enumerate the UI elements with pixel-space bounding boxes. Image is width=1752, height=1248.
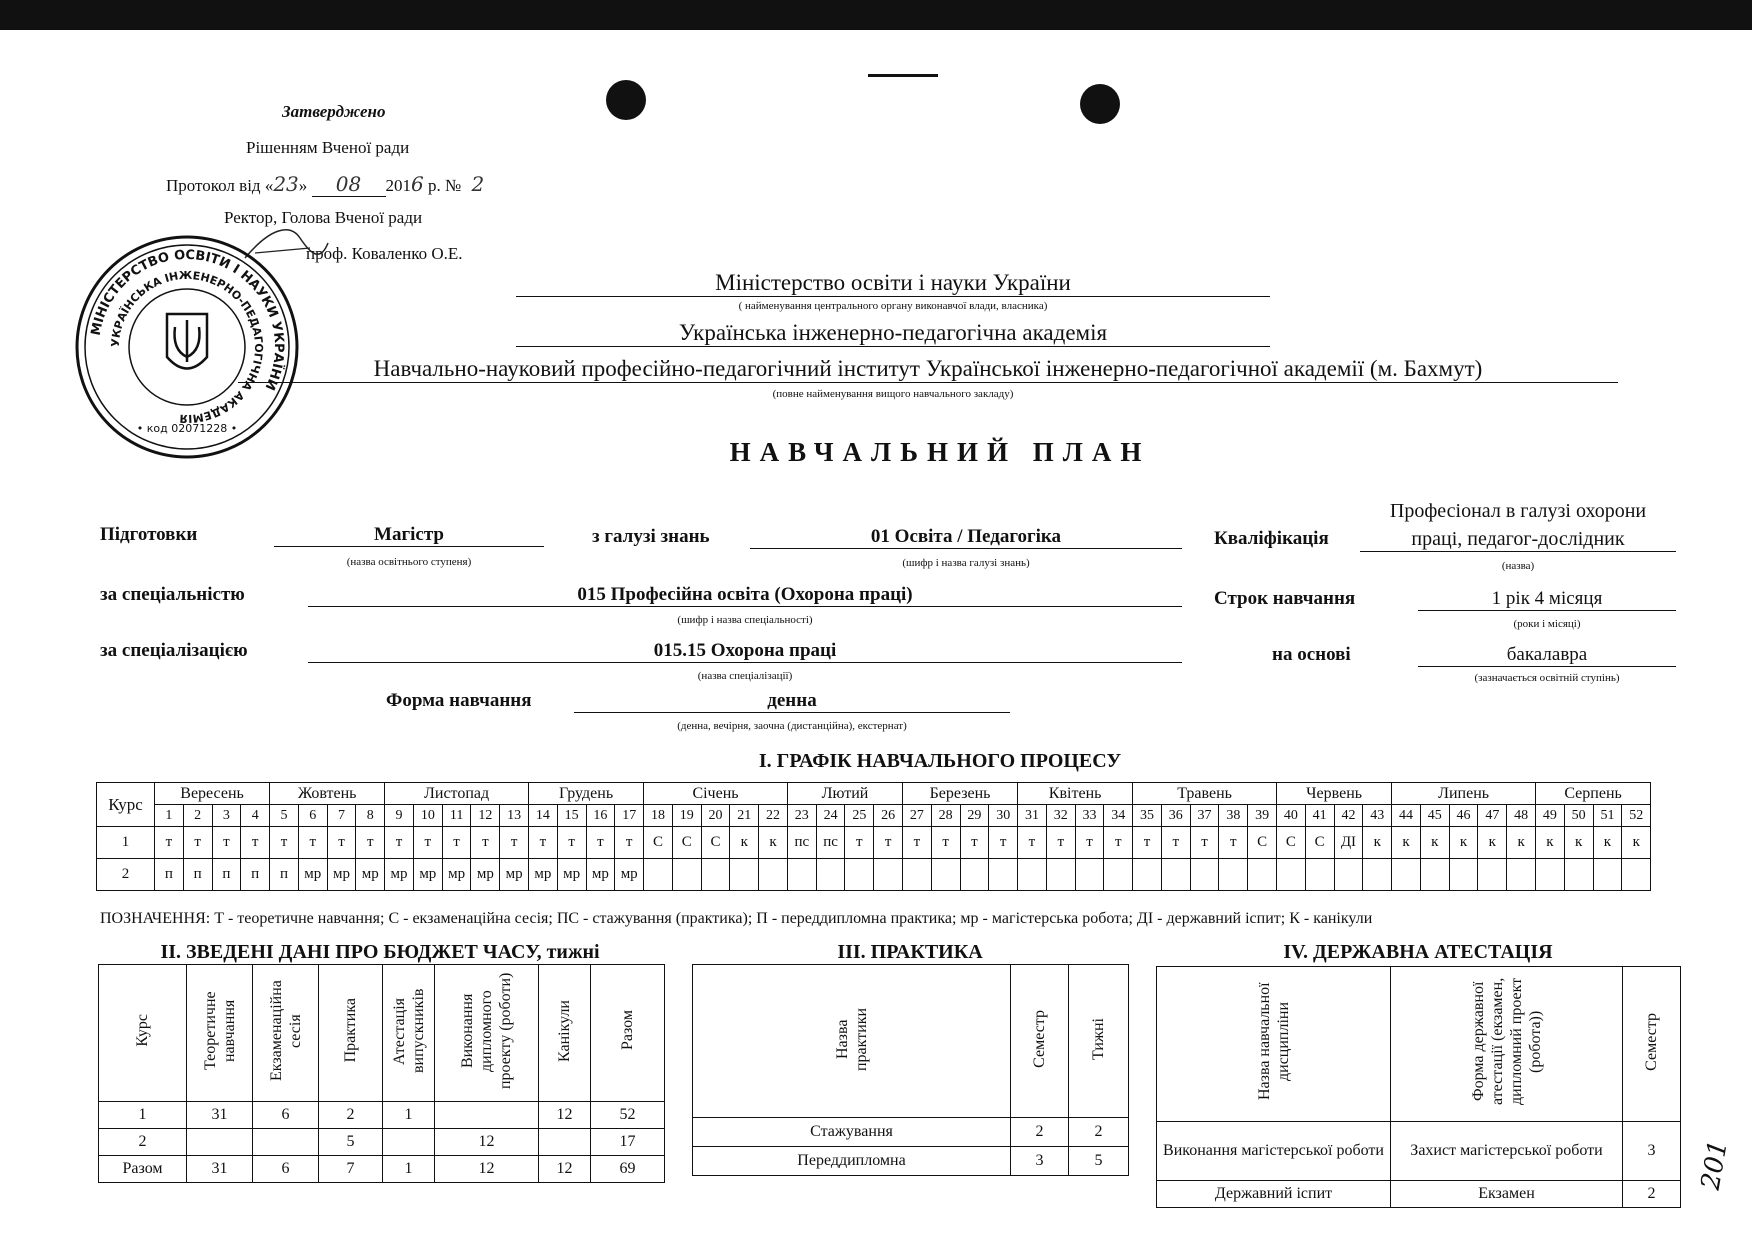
week-number: 39 [1248, 805, 1277, 827]
schedule-cell [1075, 859, 1104, 891]
month-header: Вересень [155, 783, 270, 805]
month-header: Січень [644, 783, 788, 805]
schedule-cell: т [586, 827, 615, 859]
practice-cell: 3 [1011, 1147, 1069, 1176]
week-number: 45 [1420, 805, 1449, 827]
svg-text:МІНІСТЕРСТВО ОСВІТИ І НАУКИ УК: МІНІСТЕРСТВО ОСВІТИ І НАУКИ УКРАЇНИ [88, 247, 287, 393]
schedule-cell: п [212, 859, 241, 891]
week-number: 31 [1018, 805, 1047, 827]
month-header: Листопад [385, 783, 529, 805]
budget-cell: 31 [187, 1156, 253, 1183]
budget-cell [253, 1129, 319, 1156]
budget-cell: 1 [99, 1102, 187, 1129]
schedule-cell [989, 859, 1018, 891]
week-number: 44 [1392, 805, 1421, 827]
specialty-caption: (шифр і назва спеціальності) [677, 614, 813, 626]
punch-hole [1080, 84, 1120, 124]
budget-cell: 17 [591, 1129, 665, 1156]
schedule-cell: мр [557, 859, 586, 891]
schedule-cell: мр [586, 859, 615, 891]
week-number: 22 [759, 805, 788, 827]
course-cell: 1 [97, 827, 155, 859]
prep-value: Магістр [274, 524, 544, 547]
week-number: 16 [586, 805, 615, 827]
practice-header-label: Назва практики [833, 1006, 870, 1071]
budget-cell: 12 [435, 1156, 539, 1183]
punch-hole [606, 80, 646, 120]
prep-label: Підготовки [100, 524, 198, 545]
schedule-cell: С [644, 827, 673, 859]
schedule-cell [672, 859, 701, 891]
schedule-cell [644, 859, 673, 891]
approval-rector: Ректор, Голова Вченої ради [224, 208, 423, 227]
qualification-label: Кваліфікація [1214, 528, 1329, 549]
budget-section-title: ІІ. ЗВЕДЕНІ ДАНІ ПРО БЮДЖЕТ ЧАСУ, тижні [160, 941, 600, 963]
schedule-cell: т [1161, 827, 1190, 859]
week-number: 38 [1219, 805, 1248, 827]
week-number: 19 [672, 805, 701, 827]
scan-top-border [0, 0, 1752, 30]
field-caption: (шифр і назва галузі знань) [902, 557, 1030, 569]
attestation-cell: 3 [1623, 1122, 1681, 1181]
attestation-header [1157, 967, 1391, 1122]
week-number: 8 [356, 805, 385, 827]
protocol-number: 2 [471, 172, 485, 196]
week-number: 33 [1075, 805, 1104, 827]
budget-cell: 1 [383, 1156, 435, 1183]
attestation-section-title: IV. ДЕРЖАВНА АТЕСТАЦІЯ [1283, 941, 1553, 963]
attestation-header [1623, 967, 1681, 1122]
practice-header-label: Тижні [1090, 1017, 1107, 1060]
budget-header [591, 965, 665, 1102]
budget-header-label: Канікули [556, 999, 573, 1062]
week-number: 40 [1277, 805, 1306, 827]
specialty-value: 015 Професійна освіта (Охорона праці) [308, 584, 1182, 607]
course-header: Курс [97, 783, 155, 827]
week-number: 41 [1305, 805, 1334, 827]
week-number: 34 [1104, 805, 1133, 827]
schedule-cell: т [1104, 827, 1133, 859]
schedule-legend: ПОЗНАЧЕННЯ: Т - теоретичне навчання; С - екзаменаційна сесія; ПС - стажування (практика); П - переддипломна практика; мр - магістерська робота; ДІ - державний іспит; К - канікули [100, 910, 1373, 927]
schedule-cell [1593, 859, 1622, 891]
protocol-day: 23 [273, 172, 299, 196]
protocol-month: 08 [312, 172, 386, 197]
approval-rector-name: проф. Коваленко О.Е. [306, 244, 463, 263]
schedule-cell [960, 859, 989, 891]
schedule-cell: С [1305, 827, 1334, 859]
month-header: Лютий [787, 783, 902, 805]
week-number: 46 [1449, 805, 1478, 827]
budget-cell: 12 [539, 1156, 591, 1183]
budget-header [383, 965, 435, 1102]
schedule-cell: п [241, 859, 270, 891]
schedule-cell [874, 859, 903, 891]
practice-cell: 2 [1011, 1118, 1069, 1147]
attestation-cell: Екзамен [1391, 1181, 1623, 1208]
week-number: 11 [442, 805, 471, 827]
schedule-cell: п [155, 859, 184, 891]
schedule-cell [1363, 859, 1392, 891]
week-number: 7 [327, 805, 356, 827]
schedule-cell: т [155, 827, 184, 859]
schedule-cell: т [989, 827, 1018, 859]
schedule-cell [1564, 859, 1593, 891]
budget-cell: 69 [591, 1156, 665, 1183]
week-number: 18 [644, 805, 673, 827]
budget-cell: 12 [435, 1129, 539, 1156]
schedule-cell: С [701, 827, 730, 859]
study-form-caption: (денна, вечірня, заочна (дистанційна), екстернат) [677, 720, 907, 732]
schedule-cell: т [1018, 827, 1047, 859]
schedule-cell: мр [327, 859, 356, 891]
budget-cell: Разом [99, 1156, 187, 1183]
schedule-cell: т [1190, 827, 1219, 859]
schedule-cell: т [385, 827, 414, 859]
schedule-cell: т [413, 827, 442, 859]
schedule-cell: т [557, 827, 586, 859]
schedule-cell: мр [529, 859, 558, 891]
week-number: 2 [183, 805, 212, 827]
budget-cell: 6 [253, 1156, 319, 1183]
week-number: 52 [1622, 805, 1651, 827]
schedule-cell: мр [385, 859, 414, 891]
schedule-cell: ДІ [1334, 827, 1363, 859]
schedule-cell: к [1622, 827, 1651, 859]
schedule-cell: С [1248, 827, 1277, 859]
week-number: 14 [529, 805, 558, 827]
schedule-cell: т [270, 827, 299, 859]
week-number: 17 [615, 805, 644, 827]
practice-header [693, 965, 1011, 1118]
budget-header-label: Виконання дипломного проекту (роботи) [459, 972, 514, 1089]
schedule-cell: С [1277, 827, 1306, 859]
schedule-cell: к [1449, 827, 1478, 859]
schedule-cell: т [212, 827, 241, 859]
week-number: 1 [155, 805, 184, 827]
week-number: 21 [730, 805, 759, 827]
budget-header [99, 965, 187, 1102]
ministry-caption: ( найменування центрального органу виконавчої влади, власника) [738, 300, 1048, 312]
schedule-cell [816, 859, 845, 891]
schedule-cell: к [1363, 827, 1392, 859]
week-number: 27 [903, 805, 932, 827]
week-number: 15 [557, 805, 586, 827]
schedule-cell [1334, 859, 1363, 891]
month-header: Серпень [1536, 783, 1651, 805]
schedule-cell [1536, 859, 1565, 891]
month-header: Жовтень [270, 783, 385, 805]
schedule-cell: мр [298, 859, 327, 891]
month-header: Квітень [1018, 783, 1133, 805]
page-title: НАВЧАЛЬНИЙ ПЛАН [729, 437, 1151, 467]
schedule-cell [1478, 859, 1507, 891]
schedule-cell [1622, 859, 1651, 891]
week-number: 24 [816, 805, 845, 827]
study-form-label: Форма навчання [386, 690, 532, 711]
schedule-cell: т [1075, 827, 1104, 859]
scan-mark [868, 74, 938, 77]
ministry-name: Міністерство освіти і науки України [516, 270, 1270, 297]
schedule-cell: т [1133, 827, 1162, 859]
budget-header-label: Курс [134, 1014, 151, 1047]
practice-section-title: ІІІ. ПРАКТИКА [837, 941, 983, 963]
budget-cell [539, 1129, 591, 1156]
specialization-value: 015.15 Охорона праці [308, 640, 1182, 663]
budget-cell [187, 1129, 253, 1156]
week-number: 51 [1593, 805, 1622, 827]
basis-caption: (зазначається освітній ступінь) [1474, 672, 1620, 684]
field-value: 01 Освіта / Педагогіка [750, 526, 1182, 549]
month-header: Травень [1133, 783, 1277, 805]
schedule-cell: мр [615, 859, 644, 891]
attestation-cell: 2 [1623, 1181, 1681, 1208]
schedule-cell: т [471, 827, 500, 859]
schedule-cell: п [270, 859, 299, 891]
budget-header [539, 965, 591, 1102]
study-form-value: денна [574, 690, 1010, 713]
week-number: 30 [989, 805, 1018, 827]
schedule-cell [1190, 859, 1219, 891]
week-number: 4 [241, 805, 270, 827]
week-number: 49 [1536, 805, 1565, 827]
institute-name: Навчально-науковий професійно-педагогічний інститут Української інженерно-педагогічної академії (м. Бахмут) [238, 356, 1618, 383]
budget-cell: 5 [319, 1129, 383, 1156]
budget-header [187, 965, 253, 1102]
budget-header-label: Екзаменаційна сесія [267, 980, 304, 1081]
budget-cell: 2 [319, 1102, 383, 1129]
official-seal [72, 232, 302, 462]
schedule-cell [701, 859, 730, 891]
schedule-cell [1104, 859, 1133, 891]
course-cell: 2 [97, 859, 155, 891]
schedule-cell [1420, 859, 1449, 891]
budget-cell: 12 [539, 1102, 591, 1129]
schedule-cell: мр [413, 859, 442, 891]
month-header: Березень [903, 783, 1018, 805]
schedule-cell: пс [816, 827, 845, 859]
week-number: 3 [212, 805, 241, 827]
week-number: 10 [413, 805, 442, 827]
practice-header [1011, 965, 1069, 1118]
practice-cell: Стажування [693, 1118, 1011, 1147]
month-header: Грудень [529, 783, 644, 805]
week-number: 23 [787, 805, 816, 827]
schedule-cell [730, 859, 759, 891]
schedule-cell: т [356, 827, 385, 859]
page-number: 201 [1695, 1137, 1734, 1193]
svg-text:УКРАЇНСЬКА ІНЖЕНЕРНО-ПЕДАГОГІЧ: УКРАЇНСЬКА ІНЖЕНЕРНО-ПЕДАГОГІЧНА АКАДЕМІЯ [108, 268, 266, 426]
week-number: 13 [500, 805, 529, 827]
budget-header [319, 965, 383, 1102]
week-number: 25 [845, 805, 874, 827]
budget-header-label: Практика [342, 998, 359, 1063]
qualification-value-2: праці, педагог-дослідник [1360, 528, 1676, 552]
schedule-cell: мр [442, 859, 471, 891]
schedule-cell: т [500, 827, 529, 859]
qualification-caption: (назва) [1501, 560, 1535, 572]
schedule-cell: т [845, 827, 874, 859]
schedule-cell [1392, 859, 1421, 891]
schedule-cell [1046, 859, 1075, 891]
schedule-cell: т [931, 827, 960, 859]
schedule-cell: т [327, 827, 356, 859]
budget-cell [383, 1129, 435, 1156]
approval-protocol: Протокол від «23» 08 2016 р. № 2 [166, 172, 485, 196]
budget-header [435, 965, 539, 1102]
schedule-cell [1133, 859, 1162, 891]
week-number: 6 [298, 805, 327, 827]
schedule-section-title: І. ГРАФІК НАВЧАЛЬНОГО ПРОЦЕСУ [758, 750, 1122, 772]
schedule-cell: п [183, 859, 212, 891]
term-value: 1 рік 4 місяця [1418, 588, 1676, 611]
basis-value: бакалавра [1418, 644, 1676, 667]
schedule-cell [1248, 859, 1277, 891]
practice-header-label: Семестр [1031, 1009, 1048, 1068]
schedule-cell: т [241, 827, 270, 859]
svg-text:• код 02071228 •: • код 02071228 • [136, 422, 238, 435]
budget-header-label: Разом [619, 1010, 636, 1051]
budget-table [98, 964, 665, 1183]
budget-cell: 52 [591, 1102, 665, 1129]
schedule-cell [1449, 859, 1478, 891]
schedule-cell: к [1564, 827, 1593, 859]
week-number: 32 [1046, 805, 1075, 827]
specialization-caption: (назва спеціалізації) [697, 670, 793, 682]
attestation-cell: Захист магістерської роботи [1391, 1122, 1623, 1181]
week-number: 12 [471, 805, 500, 827]
attestation-header [1391, 967, 1623, 1122]
practice-header [1069, 965, 1129, 1118]
budget-cell: 31 [187, 1102, 253, 1129]
practice-cell: Переддипломна [693, 1147, 1011, 1176]
approval-decision: Рішенням Вченої ради [246, 138, 410, 157]
specialization-label: за спеціалізацією [100, 640, 248, 661]
schedule-cell: т [442, 827, 471, 859]
budget-cell: 2 [99, 1129, 187, 1156]
schedule-cell: пс [787, 827, 816, 859]
week-number: 35 [1133, 805, 1162, 827]
schedule-cell [759, 859, 788, 891]
week-number: 36 [1161, 805, 1190, 827]
schedule-cell: т [529, 827, 558, 859]
schedule-cell [931, 859, 960, 891]
attestation-header-label: Семестр [1643, 1012, 1660, 1071]
schedule-cell: к [1536, 827, 1565, 859]
week-number: 29 [960, 805, 989, 827]
budget-header-label: Теоретичне навчання [201, 991, 238, 1070]
schedule-cell [1277, 859, 1306, 891]
schedule-cell: т [1046, 827, 1075, 859]
schedule-cell: т [298, 827, 327, 859]
attestation-header-label: Форма державної атестації (екзамен, дипломний проект (робота)) [1469, 977, 1544, 1106]
field-label: з галузі знань [592, 526, 710, 547]
schedule-cell: мр [500, 859, 529, 891]
week-number: 20 [701, 805, 730, 827]
schedule-cell [845, 859, 874, 891]
week-number: 43 [1363, 805, 1392, 827]
attestation-cell: Державний іспит [1157, 1181, 1391, 1208]
attestation-table [1156, 966, 1681, 1208]
academy-name: Українська інженерно-педагогічна академія [516, 320, 1270, 347]
practice-table [692, 964, 1129, 1176]
schedule-cell: к [730, 827, 759, 859]
week-number: 28 [931, 805, 960, 827]
budget-cell: 1 [383, 1102, 435, 1129]
schedule-cell: к [1507, 827, 1536, 859]
week-number: 47 [1478, 805, 1507, 827]
schedule-cell [903, 859, 932, 891]
schedule-cell [787, 859, 816, 891]
schedule-cell: к [1478, 827, 1507, 859]
schedule-cell: к [1593, 827, 1622, 859]
schedule-cell [1219, 859, 1248, 891]
week-number: 42 [1334, 805, 1363, 827]
schedule-cell: т [903, 827, 932, 859]
schedule-cell: т [183, 827, 212, 859]
week-number: 37 [1190, 805, 1219, 827]
budget-header-label: Атестація випускників [390, 988, 427, 1073]
institute-caption: (повне найменування вищого навчального закладу) [772, 388, 1014, 400]
schedule-cell: С [672, 827, 701, 859]
attestation-cell: Виконання магістерської роботи [1157, 1122, 1391, 1181]
schedule-cell: т [615, 827, 644, 859]
practice-cell: 5 [1069, 1147, 1129, 1176]
schedule-cell [1305, 859, 1334, 891]
attestation-header-label: Назва навчальної дисципліни [1255, 982, 1292, 1101]
week-number: 26 [874, 805, 903, 827]
specialty-label: за спеціальністю [100, 584, 245, 605]
week-number: 50 [1564, 805, 1593, 827]
schedule-cell: т [1219, 827, 1248, 859]
budget-cell [435, 1102, 539, 1129]
schedule-cell: т [874, 827, 903, 859]
prep-caption: (назва освітнього ступеня) [346, 556, 472, 568]
month-header: Червень [1277, 783, 1392, 805]
budget-cell: 7 [319, 1156, 383, 1183]
budget-header [253, 965, 319, 1102]
term-caption: (роки і місяці) [1513, 618, 1581, 630]
schedule-cell [1161, 859, 1190, 891]
basis-label: на основі [1272, 644, 1351, 665]
approval-title: Затверджено [282, 102, 386, 121]
term-label: Строк навчання [1214, 588, 1356, 609]
month-header: Липень [1392, 783, 1536, 805]
qualification-value-1: Професіонал в галузі охорони [1389, 500, 1647, 522]
week-number: 5 [270, 805, 299, 827]
week-number: 48 [1507, 805, 1536, 827]
schedule-cell: к [759, 827, 788, 859]
schedule-cell [1507, 859, 1536, 891]
schedule-cell [1018, 859, 1047, 891]
schedule-table [96, 782, 1651, 891]
schedule-cell: мр [356, 859, 385, 891]
schedule-cell: к [1392, 827, 1421, 859]
schedule-cell: к [1420, 827, 1449, 859]
practice-cell: 2 [1069, 1118, 1129, 1147]
week-number: 9 [385, 805, 414, 827]
schedule-cell: т [960, 827, 989, 859]
schedule-cell: мр [471, 859, 500, 891]
budget-cell: 6 [253, 1102, 319, 1129]
